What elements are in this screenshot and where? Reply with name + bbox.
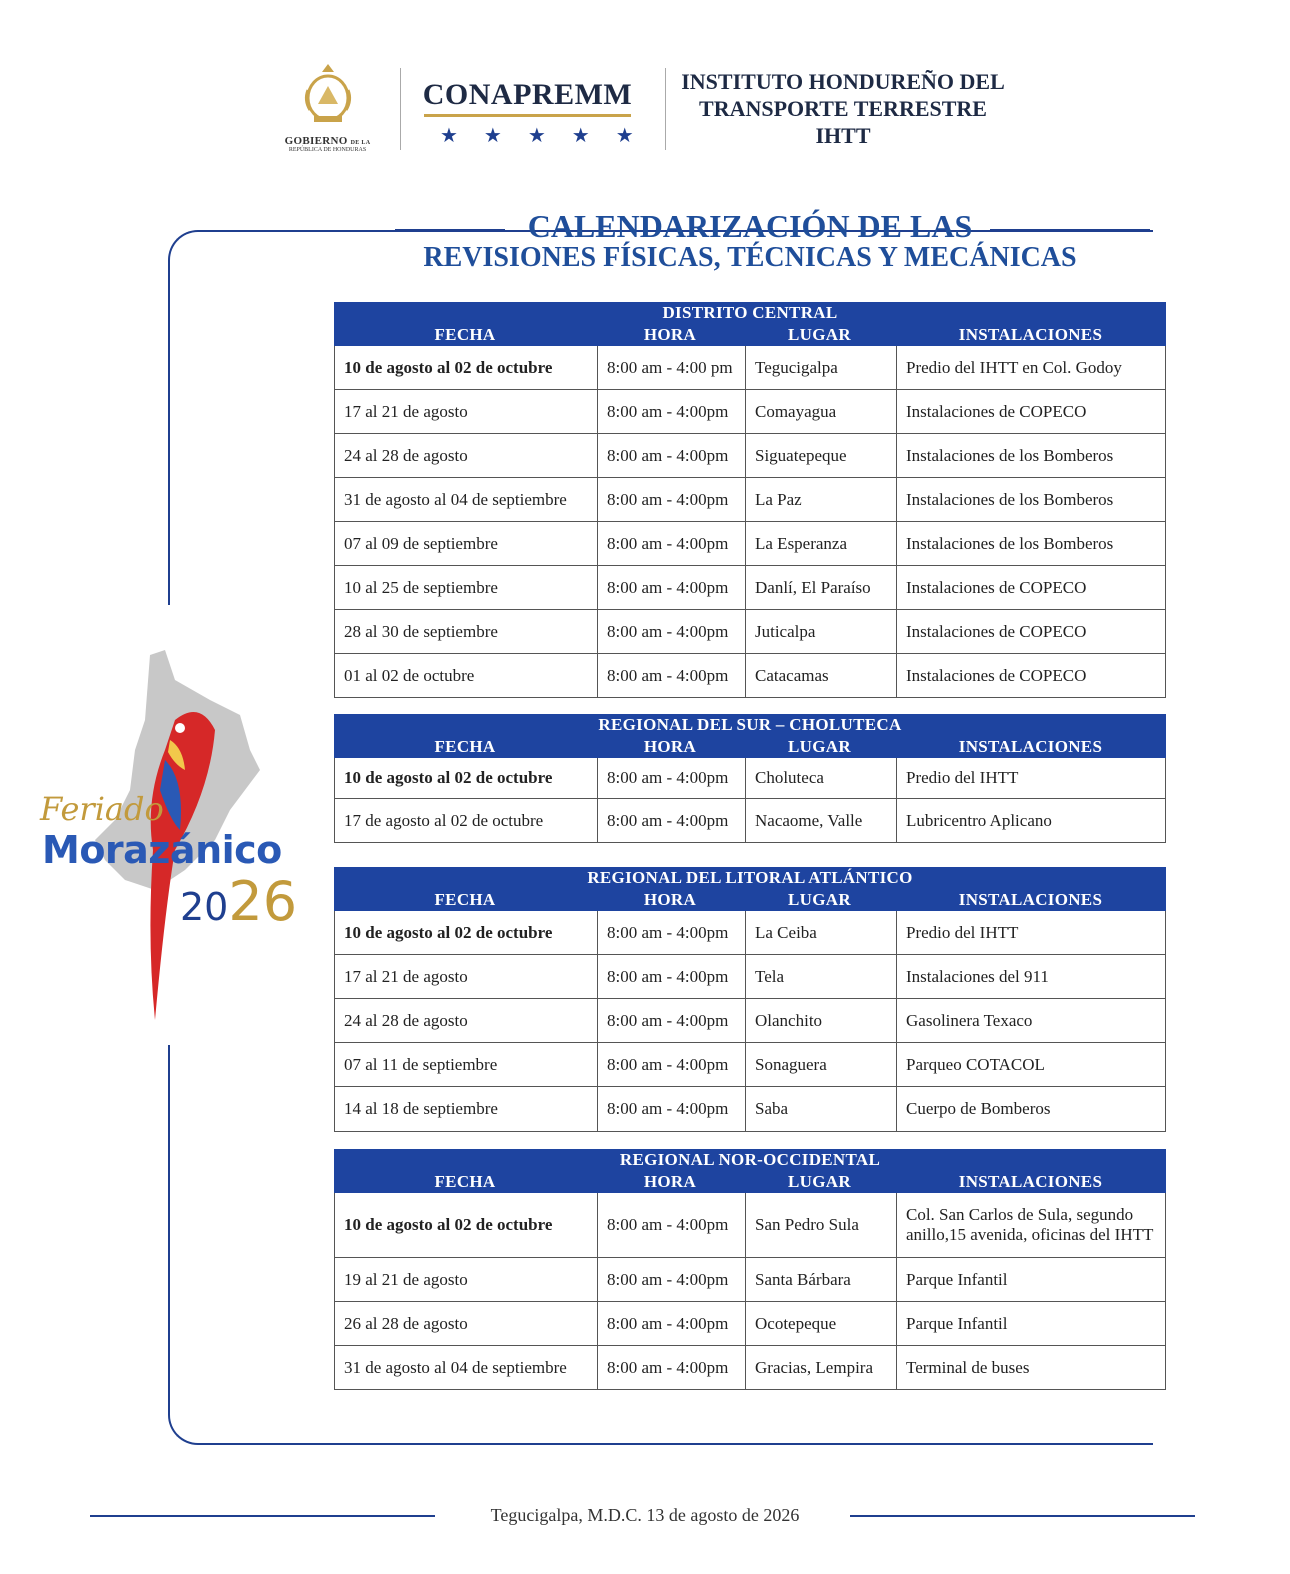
col-instalaciones: INSTALACIONES bbox=[958, 325, 1103, 344]
cell-fecha: 10 de agosto al 02 de octubre bbox=[344, 922, 553, 942]
cell-lugar: Catacamas bbox=[745, 654, 896, 697]
gov-subtitle: REPÚBLICA DE HONDURAS bbox=[288, 147, 367, 153]
footer-date: Tegucigalpa, M.D.C. 13 de agosto de 2026 bbox=[490, 1505, 800, 1525]
table-row bbox=[334, 654, 1166, 698]
title-rule-right bbox=[990, 229, 1150, 231]
cell-lugar: Choluteca bbox=[745, 758, 896, 798]
col-lugar: LUGAR bbox=[788, 325, 851, 344]
cell-lugar: Comayagua bbox=[745, 390, 896, 433]
cell-instalaciones: Instalaciones de los Bomberos bbox=[896, 522, 1165, 565]
region-title: REGIONAL DEL LITORAL ATLÁNTICO bbox=[334, 867, 1166, 889]
cell-fecha: 01 al 02 de octubre bbox=[344, 665, 475, 685]
region-title: DISTRITO CENTRAL bbox=[334, 302, 1166, 324]
cell-hora: 8:00 am - 4:00pm bbox=[597, 1043, 745, 1086]
feriado-text: Feriado bbox=[40, 790, 164, 828]
cell-lugar: Saba bbox=[745, 1087, 896, 1131]
morazanico-text: Morazánico bbox=[42, 828, 282, 872]
cell-instalaciones: Instalaciones de COPECO bbox=[896, 610, 1165, 653]
conapremm-logo bbox=[420, 78, 660, 148]
cell-instalaciones: Gasolinera Texaco bbox=[896, 999, 1165, 1042]
cell-hora: 8:00 am - 4:00pm bbox=[597, 1302, 745, 1345]
table-row bbox=[334, 955, 1166, 999]
table-distrito-central bbox=[334, 302, 1166, 698]
region-title: REGIONAL DEL SUR – CHOLUTECA bbox=[334, 714, 1166, 736]
gov-name: GOBIERNO bbox=[284, 135, 348, 147]
table-row bbox=[334, 1346, 1166, 1390]
cell-instalaciones: Predio del IHTT en Col. Godoy bbox=[896, 346, 1165, 389]
table-regional-sur bbox=[334, 714, 1166, 843]
cell-instalaciones: Terminal de buses bbox=[896, 1346, 1165, 1389]
col-lugar: LUGAR bbox=[788, 737, 851, 756]
table-row bbox=[334, 478, 1166, 522]
cell-lugar: Olanchito bbox=[745, 999, 896, 1042]
conapremm-bar bbox=[424, 114, 631, 117]
cell-lugar: San Pedro Sula bbox=[745, 1193, 896, 1257]
honduras-coat-of-arms-icon bbox=[300, 60, 356, 130]
cell-lugar: Santa Bárbara bbox=[745, 1258, 896, 1301]
table-row bbox=[334, 522, 1166, 566]
cell-instalaciones: Instalaciones de COPECO bbox=[896, 654, 1165, 697]
cell-instalaciones: Predio del IHTT bbox=[896, 911, 1165, 954]
cell-fecha: 17 al 21 de agosto bbox=[344, 401, 468, 421]
col-hora: HORA bbox=[643, 325, 697, 344]
column-header bbox=[334, 324, 1166, 346]
cell-hora: 8:00 am - 4:00pm bbox=[597, 1193, 745, 1257]
col-fecha: FECHA bbox=[434, 737, 496, 756]
cell-lugar: La Esperanza bbox=[745, 522, 896, 565]
cell-hora: 8:00 am - 4:00pm bbox=[597, 955, 745, 998]
ihtt-line2: TRANSPORTE TERRESTRE bbox=[699, 96, 987, 121]
table-row bbox=[334, 434, 1166, 478]
cell-lugar: Tegucigalpa bbox=[745, 346, 896, 389]
footer-rule-right bbox=[850, 1515, 1195, 1517]
column-header bbox=[334, 889, 1166, 911]
gov-dela: DE LA bbox=[350, 140, 371, 146]
cell-lugar: La Paz bbox=[745, 478, 896, 521]
title-rule-left bbox=[395, 229, 505, 231]
cell-lugar: Siguatepeque bbox=[745, 434, 896, 477]
year-text bbox=[180, 870, 297, 933]
cell-hora: 8:00 am - 4:00pm bbox=[597, 1258, 745, 1301]
cell-instalaciones: Instalaciones de los Bomberos bbox=[896, 434, 1165, 477]
table-row bbox=[334, 1258, 1166, 1302]
column-header bbox=[334, 1171, 1166, 1193]
cell-fecha: 17 de agosto al 02 de octubre bbox=[344, 810, 544, 830]
table-nor-occidental bbox=[334, 1149, 1166, 1390]
year-a: 20 bbox=[180, 885, 229, 929]
cell-hora: 8:00 am - 4:00pm bbox=[597, 911, 745, 954]
table-litoral-atlantico bbox=[334, 867, 1166, 1132]
cell-hora: 8:00 am - 4:00pm bbox=[597, 1346, 745, 1389]
table-row bbox=[334, 799, 1166, 843]
government-logo bbox=[270, 60, 385, 153]
table-row bbox=[334, 1087, 1166, 1132]
cell-lugar: La Ceiba bbox=[745, 911, 896, 954]
cell-hora: 8:00 am - 4:00pm bbox=[597, 610, 745, 653]
col-hora: HORA bbox=[643, 890, 697, 909]
col-lugar: LUGAR bbox=[788, 890, 851, 909]
cell-lugar: Ocotepeque bbox=[745, 1302, 896, 1345]
cell-instalaciones: Parqueo COTACOL bbox=[896, 1043, 1165, 1086]
table-row bbox=[334, 390, 1166, 434]
conapremm-name: CONAPREMM bbox=[422, 78, 633, 111]
region-title: REGIONAL NOR-OCCIDENTAL bbox=[334, 1149, 1166, 1171]
cell-fecha: 17 al 21 de agosto bbox=[344, 966, 468, 986]
cell-fecha: 24 al 28 de agosto bbox=[344, 1010, 468, 1030]
cell-fecha: 07 al 09 de septiembre bbox=[344, 533, 498, 553]
table-row bbox=[334, 566, 1166, 610]
cell-hora: 8:00 am - 4:00pm bbox=[597, 1087, 745, 1131]
col-hora: HORA bbox=[643, 737, 697, 756]
col-fecha: FECHA bbox=[434, 325, 496, 344]
table-row bbox=[334, 610, 1166, 654]
cell-hora: 8:00 am - 4:00pm bbox=[597, 390, 745, 433]
cell-hora: 8:00 am - 4:00pm bbox=[597, 654, 745, 697]
year-b: 26 bbox=[228, 870, 298, 933]
cell-instalaciones: Parque Infantil bbox=[896, 1258, 1165, 1301]
cell-hora: 8:00 am - 4:00pm bbox=[597, 758, 745, 798]
col-hora: HORA bbox=[643, 1172, 697, 1191]
cell-lugar: Nacaome, Valle bbox=[745, 799, 896, 842]
table-row bbox=[334, 999, 1166, 1043]
cell-fecha: 07 al 11 de septiembre bbox=[344, 1054, 498, 1074]
page-title-line2: REVISIONES FÍSICAS, TÉCNICAS Y MECÁNICAS bbox=[423, 242, 1077, 273]
cell-fecha: 31 de agosto al 04 de septiembre bbox=[344, 1357, 567, 1377]
cell-lugar: Danlí, El Paraíso bbox=[745, 566, 896, 609]
cell-fecha: 10 de agosto al 02 de octubre bbox=[344, 768, 553, 787]
cell-lugar: Tela bbox=[745, 955, 896, 998]
cell-instalaciones: Lubricentro Aplicano bbox=[896, 799, 1165, 842]
column-header bbox=[334, 736, 1166, 758]
cell-fecha: 24 al 28 de agosto bbox=[344, 445, 468, 465]
cell-instalaciones: Predio del IHTT bbox=[896, 758, 1165, 798]
table-row bbox=[334, 911, 1166, 955]
cell-fecha: 19 al 21 de agosto bbox=[344, 1269, 468, 1289]
cell-fecha: 28 al 30 de septiembre bbox=[344, 621, 498, 641]
ihtt-name bbox=[678, 68, 1008, 149]
page-title-line1: CALENDARIZACIÓN DE LAS bbox=[527, 208, 973, 244]
cell-lugar: Juticalpa bbox=[745, 610, 896, 653]
cell-hora: 8:00 am - 4:00pm bbox=[597, 799, 745, 842]
col-fecha: FECHA bbox=[434, 1172, 496, 1191]
cell-hora: 8:00 am - 4:00pm bbox=[597, 566, 745, 609]
cell-fecha: 26 al 28 de agosto bbox=[344, 1313, 468, 1333]
cell-instalaciones: Instalaciones de los Bomberos bbox=[896, 478, 1165, 521]
header-divider-2 bbox=[665, 68, 666, 150]
cell-hora: 8:00 am - 4:00pm bbox=[597, 999, 745, 1042]
cell-instalaciones: Col. San Carlos de Sula, segundo anillo,15 avenida, oficinas del IHTT bbox=[896, 1193, 1165, 1257]
cell-instalaciones: Parque Infantil bbox=[896, 1302, 1165, 1345]
table-row bbox=[334, 1193, 1166, 1258]
cell-fecha: 10 de agosto al 02 de octubre bbox=[344, 1215, 553, 1234]
cell-fecha: 10 al 25 de septiembre bbox=[344, 577, 498, 597]
cell-hora: 8:00 am - 4:00pm bbox=[597, 522, 745, 565]
col-fecha: FECHA bbox=[434, 890, 496, 909]
cell-fecha: 31 de agosto al 04 de septiembre bbox=[344, 489, 567, 509]
col-instalaciones: INSTALACIONES bbox=[958, 1172, 1103, 1191]
cell-lugar: Sonaguera bbox=[745, 1043, 896, 1086]
ihtt-line1: INSTITUTO HONDUREÑO DEL bbox=[681, 69, 1005, 94]
cell-instalaciones: Instalaciones de COPECO bbox=[896, 390, 1165, 433]
col-instalaciones: INSTALACIONES bbox=[958, 737, 1103, 756]
table-row bbox=[334, 1302, 1166, 1346]
table-row bbox=[334, 758, 1166, 799]
cell-hora: 8:00 am - 4:00pm bbox=[597, 434, 745, 477]
cell-fecha: 10 de agosto al 02 de octubre bbox=[344, 357, 553, 377]
col-lugar: LUGAR bbox=[788, 1172, 851, 1191]
cell-fecha: 14 al 18 de septiembre bbox=[344, 1099, 498, 1118]
cell-hora: 8:00 am - 4:00pm bbox=[597, 478, 745, 521]
col-instalaciones: INSTALACIONES bbox=[958, 890, 1103, 909]
stars-icon: ★★★★★ bbox=[440, 125, 660, 147]
ihtt-line3: IHTT bbox=[815, 123, 871, 148]
table-row bbox=[334, 1043, 1166, 1087]
cell-instalaciones: Instalaciones de COPECO bbox=[896, 566, 1165, 609]
cell-instalaciones: Cuerpo de Bomberos bbox=[896, 1087, 1165, 1131]
cell-lugar: Gracias, Lempira bbox=[745, 1346, 896, 1389]
cell-instalaciones: Instalaciones del 911 bbox=[896, 955, 1165, 998]
table-row bbox=[334, 346, 1166, 390]
header-divider-1 bbox=[400, 68, 401, 150]
cell-hora: 8:00 am - 4:00 pm bbox=[597, 346, 745, 389]
